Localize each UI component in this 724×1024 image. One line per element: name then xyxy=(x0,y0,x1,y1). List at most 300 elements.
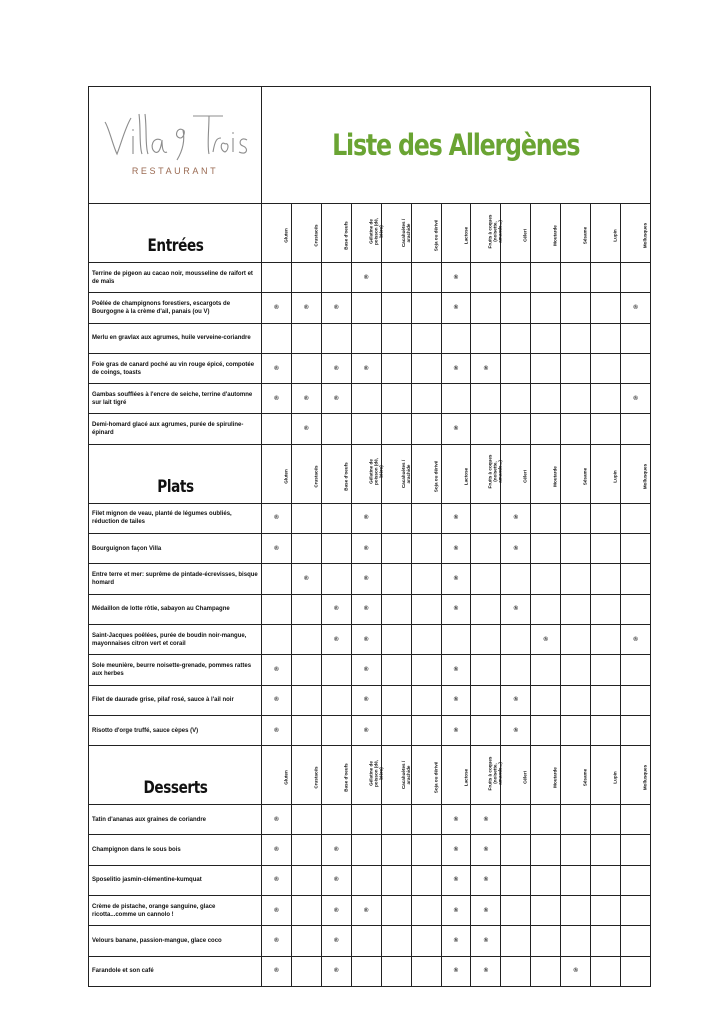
allergen-cell xyxy=(621,655,651,685)
allergen-cell xyxy=(381,384,411,414)
allergen-mark: ® xyxy=(274,727,279,734)
dish-name: Farandole et son café xyxy=(89,956,262,986)
allergen-cell xyxy=(381,564,411,594)
allergen-cell xyxy=(591,293,621,323)
allergen-cell xyxy=(411,353,441,383)
allergen-cell xyxy=(471,956,501,986)
dish-row xyxy=(89,353,651,383)
allergen-cell xyxy=(441,384,471,414)
allergen-label: Fruits à coques (noisette, amande...) xyxy=(487,214,503,248)
allergen-label: Crustacés xyxy=(313,465,319,488)
allergen-cell xyxy=(441,353,471,383)
allergen-cell xyxy=(471,655,501,685)
dish-row xyxy=(89,926,651,956)
allergen-cell xyxy=(471,805,501,835)
allergen-cell xyxy=(561,655,591,685)
allergen-cell xyxy=(351,655,381,685)
allergen-mark: ® xyxy=(453,515,459,522)
dish-row xyxy=(89,865,651,895)
dish-row xyxy=(89,805,651,835)
allergen-cell xyxy=(321,323,351,353)
allergen-cell xyxy=(591,865,621,895)
allergen-label: Céleri xyxy=(522,229,528,242)
allergen-label: Moutarde xyxy=(552,465,558,487)
allergen-mark: ® xyxy=(334,937,339,944)
allergen-mark: ® xyxy=(453,697,459,704)
allergen-header xyxy=(351,204,384,263)
allergen-cell xyxy=(291,685,321,715)
allergen-cell xyxy=(321,594,351,624)
allergen-cell xyxy=(381,956,411,986)
allergen-label: Moutarde xyxy=(552,225,558,246)
allergen-cell xyxy=(531,655,561,685)
allergen-cell xyxy=(501,503,531,533)
allergen-label: Lupin xyxy=(612,229,618,242)
allergen-cell xyxy=(471,384,501,414)
allergen-cell xyxy=(561,534,591,564)
allergen-cell xyxy=(501,715,531,745)
allergen-table xyxy=(88,86,651,987)
allergen-mark: ® xyxy=(483,907,489,914)
allergen-cell xyxy=(471,534,501,564)
allergen-cell xyxy=(411,896,441,926)
allergen-header xyxy=(381,204,411,263)
allergen-cell xyxy=(501,353,531,383)
allergen-cell xyxy=(262,323,292,353)
allergen-cell xyxy=(501,384,531,414)
allergen-cell xyxy=(501,564,531,594)
allergen-cell xyxy=(531,805,561,835)
allergen-cell xyxy=(262,926,292,956)
allergen-mark: ® xyxy=(364,636,369,643)
allergen-cell xyxy=(531,564,561,594)
allergen-cell xyxy=(441,323,471,353)
allergen-cell xyxy=(531,323,561,353)
allergen-cell xyxy=(471,503,501,533)
allergen-cell xyxy=(621,293,651,323)
allergen-mark: ® xyxy=(543,636,548,643)
allergen-cell xyxy=(591,323,621,353)
dish-name: Foie gras de canard poché au vin rouge épicé, compotée de coings, toasts xyxy=(89,353,262,383)
dish-row xyxy=(89,655,651,685)
allergen-cell xyxy=(291,715,321,745)
allergen-cell xyxy=(291,263,321,293)
allergen-cell xyxy=(321,685,351,715)
allergen-cell xyxy=(591,835,621,865)
allergen-cell xyxy=(411,926,441,956)
allergen-cell xyxy=(291,323,321,353)
allergen-label: Sésame xyxy=(582,768,588,787)
allergen-cell xyxy=(561,293,591,323)
allergen-cell xyxy=(321,835,351,865)
dish-name: Saint-Jacques poêlées, purée de boudin noir-mangue, mayonnaises citron vert et corail xyxy=(89,624,262,654)
allergen-cell xyxy=(441,926,471,956)
dish-row xyxy=(89,293,651,323)
allergen-cell xyxy=(501,685,531,715)
allergen-mark: ® xyxy=(334,847,339,854)
dish-row xyxy=(89,594,651,624)
allergen-cell xyxy=(531,624,561,654)
allergen-cell xyxy=(321,293,351,323)
section-title: Entrées xyxy=(106,204,244,263)
allergen-cell xyxy=(291,835,321,865)
allergen-cell xyxy=(591,534,621,564)
allergen-cell xyxy=(591,594,621,624)
allergen-cell xyxy=(501,293,531,323)
allergen-cell xyxy=(471,685,501,715)
allergen-label: Gluten xyxy=(283,228,289,243)
allergen-mark: ® xyxy=(274,877,279,884)
allergen-cell xyxy=(531,926,561,956)
dish-name: Risotto d'orge truffé, sauce cèpes (V) xyxy=(89,715,262,745)
allergen-cell xyxy=(441,624,471,654)
allergen-cell xyxy=(321,353,351,383)
allergen-cell xyxy=(621,926,651,956)
allergen-cell xyxy=(471,835,501,865)
allergen-mark: ® xyxy=(633,395,638,402)
allergen-cell xyxy=(531,594,561,624)
allergen-cell xyxy=(351,715,381,745)
allergen-cell xyxy=(561,384,591,414)
allergen-cell xyxy=(262,503,292,533)
allergen-cell xyxy=(262,384,292,414)
allergen-cell xyxy=(291,293,321,323)
allergen-header xyxy=(501,204,531,263)
allergen-cell xyxy=(621,384,651,414)
allergen-cell xyxy=(411,805,441,835)
allergen-cell xyxy=(501,956,531,986)
allergen-header xyxy=(471,204,501,263)
allergen-cell xyxy=(381,805,411,835)
allergen-header xyxy=(291,746,321,805)
allergen-mark: ® xyxy=(453,968,459,975)
allergen-cell xyxy=(411,503,441,533)
allergen-label: Mollusques xyxy=(642,765,648,791)
allergen-mark: ® xyxy=(274,395,279,402)
allergen-label: Crustacés xyxy=(313,766,319,789)
dish-name: Terrine de pigeon au cacao noir, mousseline de raifort et de maïs xyxy=(89,263,262,293)
allergen-cell xyxy=(471,293,501,323)
allergen-cell xyxy=(621,835,651,865)
allergen-mark: ® xyxy=(334,907,339,914)
allergen-cell xyxy=(381,715,411,745)
allergen-cell xyxy=(411,956,441,986)
allergen-header xyxy=(501,444,531,503)
allergen-header xyxy=(291,444,321,503)
dish-name: Poêlée de champignons forestiers, escargots de Bourgogne à la crème d'ail, panais (ou V) xyxy=(89,293,262,323)
allergen-label: Lupin xyxy=(612,771,618,784)
allergen-cell xyxy=(621,865,651,895)
allergen-mark: ® xyxy=(513,727,519,734)
allergen-cell xyxy=(321,896,351,926)
allergen-cell xyxy=(501,926,531,956)
allergen-label: Mollusques xyxy=(642,463,648,489)
allergen-cell xyxy=(591,564,621,594)
allergen-header xyxy=(531,444,561,503)
allergen-mark: ® xyxy=(513,697,519,704)
allergen-mark: ® xyxy=(453,576,459,583)
allergen-cell xyxy=(441,263,471,293)
allergen-cell xyxy=(591,956,621,986)
allergen-cell xyxy=(561,263,591,293)
allergen-cell xyxy=(381,323,411,353)
allergen-mark: ® xyxy=(453,606,459,613)
allergen-cell xyxy=(351,805,381,835)
allergen-cell xyxy=(411,384,441,414)
allergen-cell xyxy=(262,956,292,986)
allergen-cell xyxy=(321,715,351,745)
allergen-cell xyxy=(531,353,561,383)
allergen-cell xyxy=(531,835,561,865)
allergen-cell xyxy=(621,956,651,986)
dish-row xyxy=(89,956,651,986)
allergen-cell xyxy=(291,564,321,594)
allergen-cell xyxy=(381,835,411,865)
allergen-cell xyxy=(441,564,471,594)
allergen-cell xyxy=(291,384,321,414)
dish-row xyxy=(89,263,651,293)
dish-row xyxy=(89,503,651,533)
allergen-cell xyxy=(501,805,531,835)
allergen-header xyxy=(501,746,531,805)
allergen-cell xyxy=(351,896,381,926)
section-title: Desserts xyxy=(106,746,244,805)
allergen-cell xyxy=(351,956,381,986)
allergen-header xyxy=(262,444,292,503)
allergen-cell xyxy=(441,956,471,986)
allergen-cell xyxy=(411,293,441,323)
allergen-mark: ® xyxy=(483,877,489,884)
allergen-cell xyxy=(321,263,351,293)
allergen-cell xyxy=(291,503,321,533)
dish-name: Médaillon de lotte rôtie, sabayon au Champagne xyxy=(89,594,262,624)
allergen-cell xyxy=(351,835,381,865)
allergen-cell xyxy=(441,685,471,715)
allergen-cell xyxy=(381,624,411,654)
allergen-mark: ® xyxy=(364,666,369,673)
allergen-mark: ® xyxy=(334,606,339,613)
allergen-cell xyxy=(591,715,621,745)
allergen-cell xyxy=(561,956,591,986)
allergen-cell xyxy=(381,685,411,715)
allergen-label: Fruits à coques (noisette, amande...) xyxy=(487,756,503,791)
allergen-cell xyxy=(621,353,651,383)
allergen-header xyxy=(621,204,651,263)
allergen-mark: ® xyxy=(304,395,309,402)
allergen-cell xyxy=(591,353,621,383)
allergen-cell xyxy=(351,384,381,414)
allergen-cell xyxy=(351,594,381,624)
dish-row xyxy=(89,564,651,594)
allergen-header xyxy=(441,204,471,263)
section-header-row xyxy=(89,204,651,263)
allergen-label: Moutarde xyxy=(552,767,558,788)
allergen-cell xyxy=(381,594,411,624)
allergen-header xyxy=(621,444,651,503)
dish-name: Gambas soufflées à l'encre de seiche, terrine d'automne sur lait tigré xyxy=(89,384,262,414)
allergen-cell xyxy=(262,564,292,594)
page-title: Liste des Allergènes xyxy=(332,128,580,162)
allergen-cell xyxy=(471,715,501,745)
allergen-cell xyxy=(531,685,561,715)
allergen-cell xyxy=(561,564,591,594)
allergen-mark: ® xyxy=(483,816,489,823)
allergen-header xyxy=(531,204,561,263)
allergen-label: Fruits à coques (noisette, amande...) xyxy=(487,454,503,489)
allergen-cell xyxy=(561,594,591,624)
allergen-cell xyxy=(441,293,471,323)
section-header-row xyxy=(89,444,651,503)
allergen-cell xyxy=(531,865,561,895)
allergen-cell xyxy=(591,896,621,926)
allergen-cell xyxy=(411,534,441,564)
allergen-mark: ® xyxy=(364,606,369,613)
allergen-cell xyxy=(621,685,651,715)
allergen-cell xyxy=(441,805,471,835)
allergen-cell xyxy=(351,414,381,444)
allergen-header xyxy=(531,746,561,805)
allergen-cell xyxy=(441,534,471,564)
allergen-label: Cacahuètes / arachide xyxy=(400,459,411,488)
allergen-cell xyxy=(471,926,501,956)
allergen-cell xyxy=(561,503,591,533)
allergen-cell xyxy=(291,896,321,926)
allergen-mark: ® xyxy=(334,636,339,643)
allergen-cell xyxy=(591,263,621,293)
allergen-mark: ® xyxy=(274,847,279,854)
allergen-cell xyxy=(411,685,441,715)
allergen-header xyxy=(321,444,351,503)
allergen-cell xyxy=(351,353,381,383)
dish-name: Crème de pistache, orange sanguine, glace ricotta...comme un cannolo ! xyxy=(89,896,262,926)
allergen-cell xyxy=(381,865,411,895)
allergen-cell xyxy=(262,865,292,895)
allergen-cell xyxy=(561,624,591,654)
allergen-cell xyxy=(291,353,321,383)
allergen-cell xyxy=(591,926,621,956)
allergen-cell xyxy=(531,896,561,926)
allergen-cell xyxy=(471,624,501,654)
allergen-mark: ® xyxy=(274,968,279,975)
allergen-cell xyxy=(381,503,411,533)
allergen-mark: ® xyxy=(364,545,369,552)
allergen-cell xyxy=(321,414,351,444)
allergen-cell xyxy=(591,805,621,835)
logo-subtitle: RESTAURANT xyxy=(131,165,219,176)
allergen-cell xyxy=(411,655,441,685)
allergen-mark: ® xyxy=(513,545,519,552)
allergen-cell xyxy=(441,715,471,745)
allergen-mark: ® xyxy=(453,545,459,552)
section-title: Plats xyxy=(106,444,244,503)
dish-row xyxy=(89,414,651,444)
allergen-cell xyxy=(321,503,351,533)
allergen-cell xyxy=(621,263,651,293)
allergen-cell xyxy=(321,624,351,654)
allergen-cell xyxy=(411,835,441,865)
allergen-cell xyxy=(621,715,651,745)
allergen-mark: ® xyxy=(453,847,459,854)
allergen-cell xyxy=(591,384,621,414)
allergen-cell xyxy=(381,534,411,564)
allergen-cell xyxy=(561,865,591,895)
allergen-cell xyxy=(501,414,531,444)
allergen-mark: ® xyxy=(364,515,369,522)
allergen-cell xyxy=(351,503,381,533)
allergen-cell xyxy=(381,655,411,685)
allergen-cell xyxy=(501,655,531,685)
allergen-mark: ® xyxy=(453,727,459,734)
allergen-cell xyxy=(381,896,411,926)
allergen-cell xyxy=(561,414,591,444)
allergen-cell xyxy=(501,263,531,293)
allergen-cell xyxy=(591,624,621,654)
allergen-label: Lupin xyxy=(612,470,618,483)
allergen-cell xyxy=(321,926,351,956)
restaurant-logo xyxy=(91,88,259,198)
allergen-label: Sésame xyxy=(582,467,588,485)
allergen-cell xyxy=(351,293,381,323)
allergen-cell xyxy=(411,624,441,654)
allergen-label: Gluten xyxy=(283,469,289,484)
allergen-label: Lactose xyxy=(463,226,469,245)
allergen-cell xyxy=(441,655,471,685)
allergen-label: Gélatine de poisson (dé, bière) xyxy=(368,458,384,486)
allergen-header xyxy=(471,444,501,503)
page-title-cell xyxy=(262,87,651,204)
allergen-cell xyxy=(321,956,351,986)
allergen-header xyxy=(471,746,501,805)
allergen-header xyxy=(591,444,621,503)
allergen-header xyxy=(441,444,471,503)
allergen-mark: ® xyxy=(453,907,459,914)
allergen-cell xyxy=(351,534,381,564)
allergen-header xyxy=(351,746,384,805)
allergen-cell xyxy=(621,624,651,654)
dish-row xyxy=(89,624,651,654)
allergen-cell xyxy=(531,293,561,323)
allergen-cell xyxy=(591,685,621,715)
allergen-header xyxy=(381,746,411,805)
allergen-mark: ® xyxy=(334,365,339,372)
allergen-cell xyxy=(621,805,651,835)
allergen-header xyxy=(411,444,441,503)
logo xyxy=(89,87,262,204)
allergen-cell xyxy=(411,865,441,895)
allergen-cell xyxy=(561,835,591,865)
allergen-mark: ® xyxy=(274,304,279,311)
allergen-mark: ® xyxy=(513,606,519,613)
allergen-cell xyxy=(351,564,381,594)
dish-row xyxy=(89,896,651,926)
allergen-cell xyxy=(501,865,531,895)
allergen-cell xyxy=(531,503,561,533)
allergen-cell xyxy=(531,384,561,414)
allergen-cell xyxy=(262,835,292,865)
allergen-label: Base d'oeufs xyxy=(343,763,349,792)
allergen-mark: ® xyxy=(633,636,638,643)
allergen-cell xyxy=(262,685,292,715)
allergen-cell xyxy=(321,564,351,594)
section-header-row xyxy=(89,746,651,805)
allergen-mark: ® xyxy=(274,907,279,914)
allergen-cell xyxy=(621,534,651,564)
allergen-mark: ® xyxy=(274,545,279,552)
allergen-label: Gélatine de poisson (dé, bière) xyxy=(368,217,384,245)
allergen-cell xyxy=(561,715,591,745)
allergen-header xyxy=(591,204,621,263)
allergen-cell xyxy=(262,534,292,564)
